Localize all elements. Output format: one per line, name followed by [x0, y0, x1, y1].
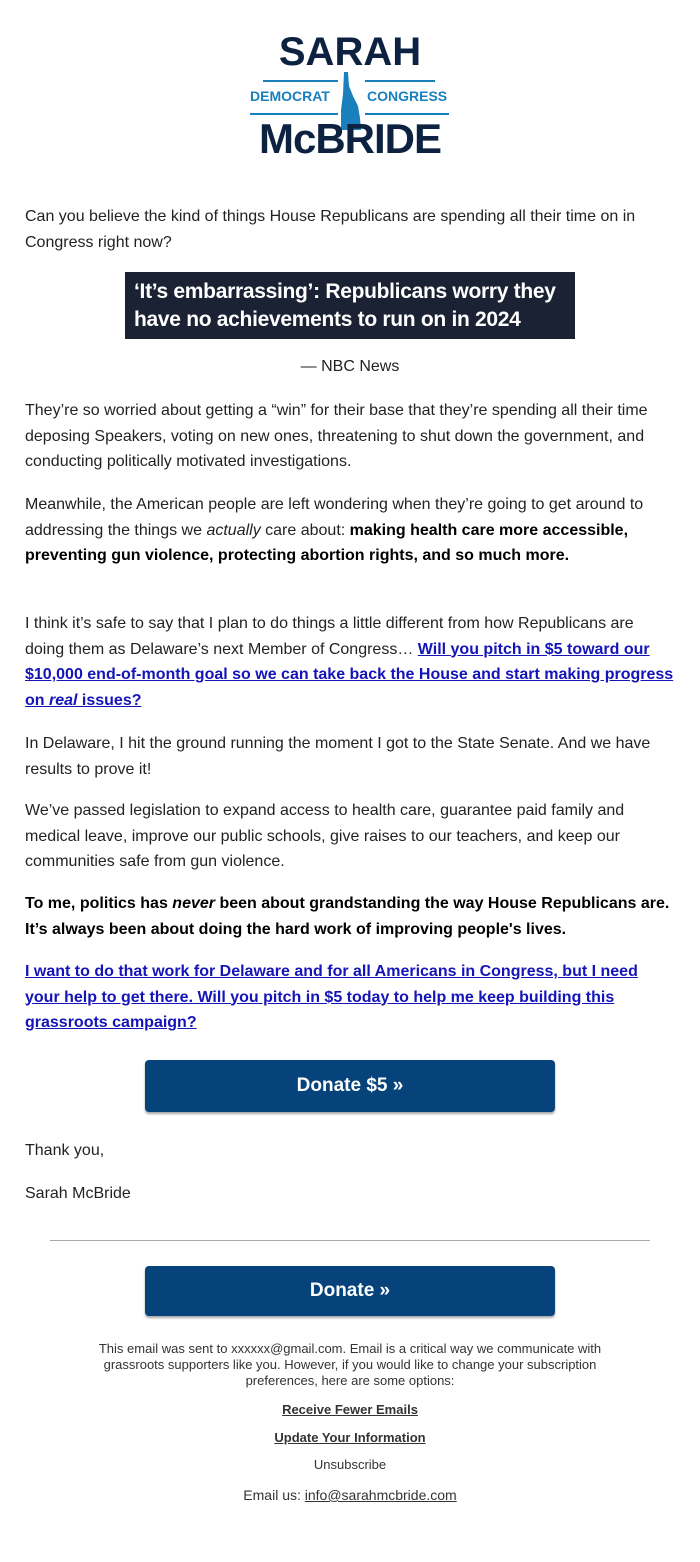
paragraph-2-text-a: Meanwhile, the American people are left wondering when they’re going to get around to addressing the things we — [25, 496, 644, 539]
paragraph-1: They’re so worried about getting a “win” for their base that they’re spending all their time deposing Speakers, voting on new ones, threatening to shut down the government, and conducting politically motivated investigations. — [25, 402, 648, 470]
headline-line-2: have no achievements to run on in 2024 — [134, 308, 521, 331]
pitch-in-link-text-b: issues? — [77, 691, 142, 709]
footer-unsubscribe — [0, 1457, 700, 1473]
logo-tag-congress: CONGRESS — [367, 88, 448, 104]
logo-last-name: McBRIDE — [258, 115, 442, 162]
paragraph-6-text-a: To me, politics has — [25, 895, 173, 912]
thanks-text: Thank you, — [25, 1142, 105, 1159]
paragraph-4: In Delaware, I hit the ground running the moment I got to the State Senate. And we have results to prove it! — [25, 735, 651, 778]
paragraph-2-bold: making health care more accessible, preventing gun violence, protecting abortion rights, and so much more. — [25, 521, 629, 564]
paragraph-2-text-b: care about: — [260, 521, 350, 539]
headline-line-1: ‘It’s embarrassing’: Republicans worry they — [134, 280, 556, 303]
headline-image — [125, 272, 575, 339]
intro-paragraph: Can you believe the kind of things House Republicans are spending all their time on in Congress right now? — [25, 208, 636, 251]
donate-5-button[interactable]: Donate $5 » — [145, 1060, 555, 1112]
donate-button[interactable]: Donate » — [145, 1266, 555, 1316]
footer-email — [0, 1487, 700, 1503]
update-information-link[interactable]: Update Your Information — [274, 1430, 426, 1445]
footer-update-info — [0, 1430, 700, 1446]
signature: Sarah McBride — [25, 1185, 131, 1202]
logo-rule-top-right — [365, 80, 435, 82]
receive-fewer-emails-link[interactable]: Receive Fewer Emails — [282, 1402, 418, 1417]
paragraph-6-text-b: been about grandstanding the way House Republicans are. It’s always been about doing the hard work of improving people's lives. — [25, 895, 670, 938]
logo-tag-democrat: DEMOCRAT — [250, 88, 330, 104]
campaign-logo — [0, 30, 700, 165]
pitch-in-link-text-a: Will you pitch in $5 toward our $10,000 end-of-month goal so we can take back the House and start making progress on — [25, 640, 674, 709]
help-me-link[interactable]: I want to do that work for Delaware and for all Americans in Congress, but I need your help to get there. Will you pitch in $5 today to help me keep building this grassroots campaign? — [25, 963, 638, 1031]
logo-rule-top-left — [263, 80, 338, 82]
email-us-label: Email us: — [243, 1487, 305, 1503]
logo-first-name: SARAH — [278, 30, 422, 74]
paragraph-6 — [25, 891, 675, 942]
paragraph-3 — [25, 611, 675, 713]
footer-fewer-emails — [0, 1402, 700, 1418]
email-link[interactable]: info@sarahmcbride.com — [304, 1487, 457, 1503]
paragraph-2-emphasis: actually — [206, 521, 261, 539]
paragraph-5: We’ve passed legislation to expand access to health care, guarantee paid family and medical leave, improve our public schools, give raises to our teachers, and keep our communities safe from gun violence. — [25, 802, 625, 870]
divider — [50, 1240, 650, 1241]
pitch-in-link-emphasis: real — [49, 691, 78, 709]
paragraph-7 — [25, 959, 675, 1036]
paragraph-6-emphasis: never — [172, 895, 215, 912]
unsubscribe-link[interactable]: Unsubscribe — [313, 1457, 387, 1472]
paragraph-3-text: I think it’s safe to say that I plan to do things a little different from how Republicans are doing them as Delaware’s next Member of Congress… — [25, 615, 634, 658]
footer-notice: This email was sent to xxxxxx@gmail.com. Email is a critical way we communicate with grassroots supporters like you. However, if you would like to change your subscription preferences, here are some options: — [98, 1341, 602, 1388]
headline-source: — NBC News — [300, 358, 400, 375]
paragraph-2 — [25, 492, 675, 569]
